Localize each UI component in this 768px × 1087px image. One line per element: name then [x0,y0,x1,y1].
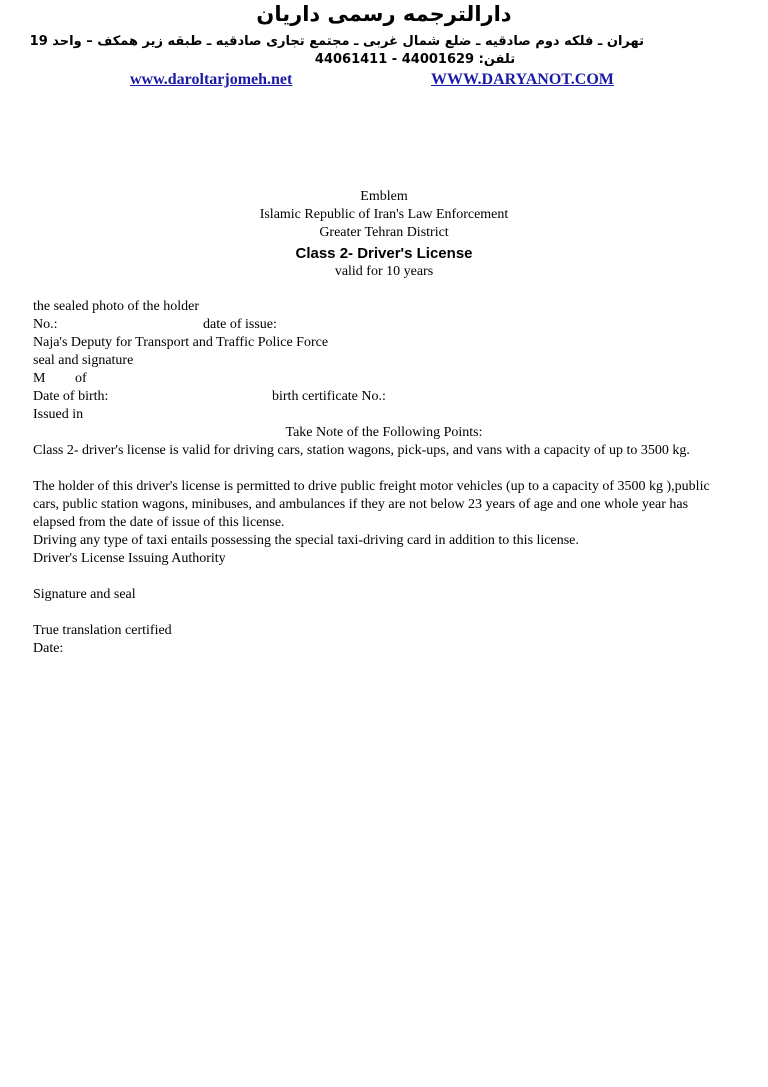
license-validity: valid for 10 years [334,264,434,279]
district-name: Greater Tehran District [319,225,449,240]
notes-heading: Take Note of the Following Points: [285,425,483,440]
birth-certificate-label: birth certificate No.: [272,389,386,404]
note-taxi-card: Driving any type of taxi entails possessing the special taxi-driving card in addition to this license. [33,533,579,548]
seal-signature-line: seal and signature [33,353,134,368]
date-label: Date: [33,641,64,656]
note-permitted-vehicles: The holder of this driver's license is permitted to drive public freight motor vehicles (up to a capacity of 3500 kg ),public cars, public station wagons, minibuses, and ambulances if they are not below 23 years of age and one whole year has elapsed from the date of issue of this license. [33,479,710,530]
sealed-photo-note: the sealed photo of the holder [33,299,200,314]
of-label: of [75,371,87,386]
signature-seal-label: Signature and seal [33,587,136,602]
office-address: تهران ـ فلکه دوم صادقیه ـ ضلع شمال غربی ـ مجتمع تجاری صادقیه ـ طبقه زیر همکف – واحد 19 [29,34,644,49]
issued-in-label: Issued in [33,407,84,422]
date-of-issue-label: date of issue: [203,317,277,332]
website-link-daryanot[interactable]: WWW.DARYANOT.COM [431,71,614,88]
license-title: Class 2- Driver's License [295,245,473,262]
m-label: M [33,371,46,386]
number-label: No.: [33,317,58,332]
deputy-line: Naja's Deputy for Transport and Traffic Police Force [33,335,329,350]
translation-certified: True translation certified [33,623,172,638]
translation-office-title: دارالترجمه رسمی داریان [256,2,512,26]
emblem-label: Emblem [360,189,408,204]
issuing-authority: Driver's License Issuing Authority [33,551,226,566]
website-link-daroltarjomeh[interactable]: www.daroltarjomeh.net [130,71,293,88]
office-phone: تلفن: 44001629 - 44061411 [314,52,516,67]
date-of-birth-label: Date of birth: [33,389,109,404]
letterhead [0,0,768,110]
note-class2-validity: Class 2- driver's license is valid for driving cars, station wagons, pick-ups, and vans with a capacity of up to 3500 kg. [33,443,690,458]
organization-name: Islamic Republic of Iran's Law Enforcement [259,207,509,222]
